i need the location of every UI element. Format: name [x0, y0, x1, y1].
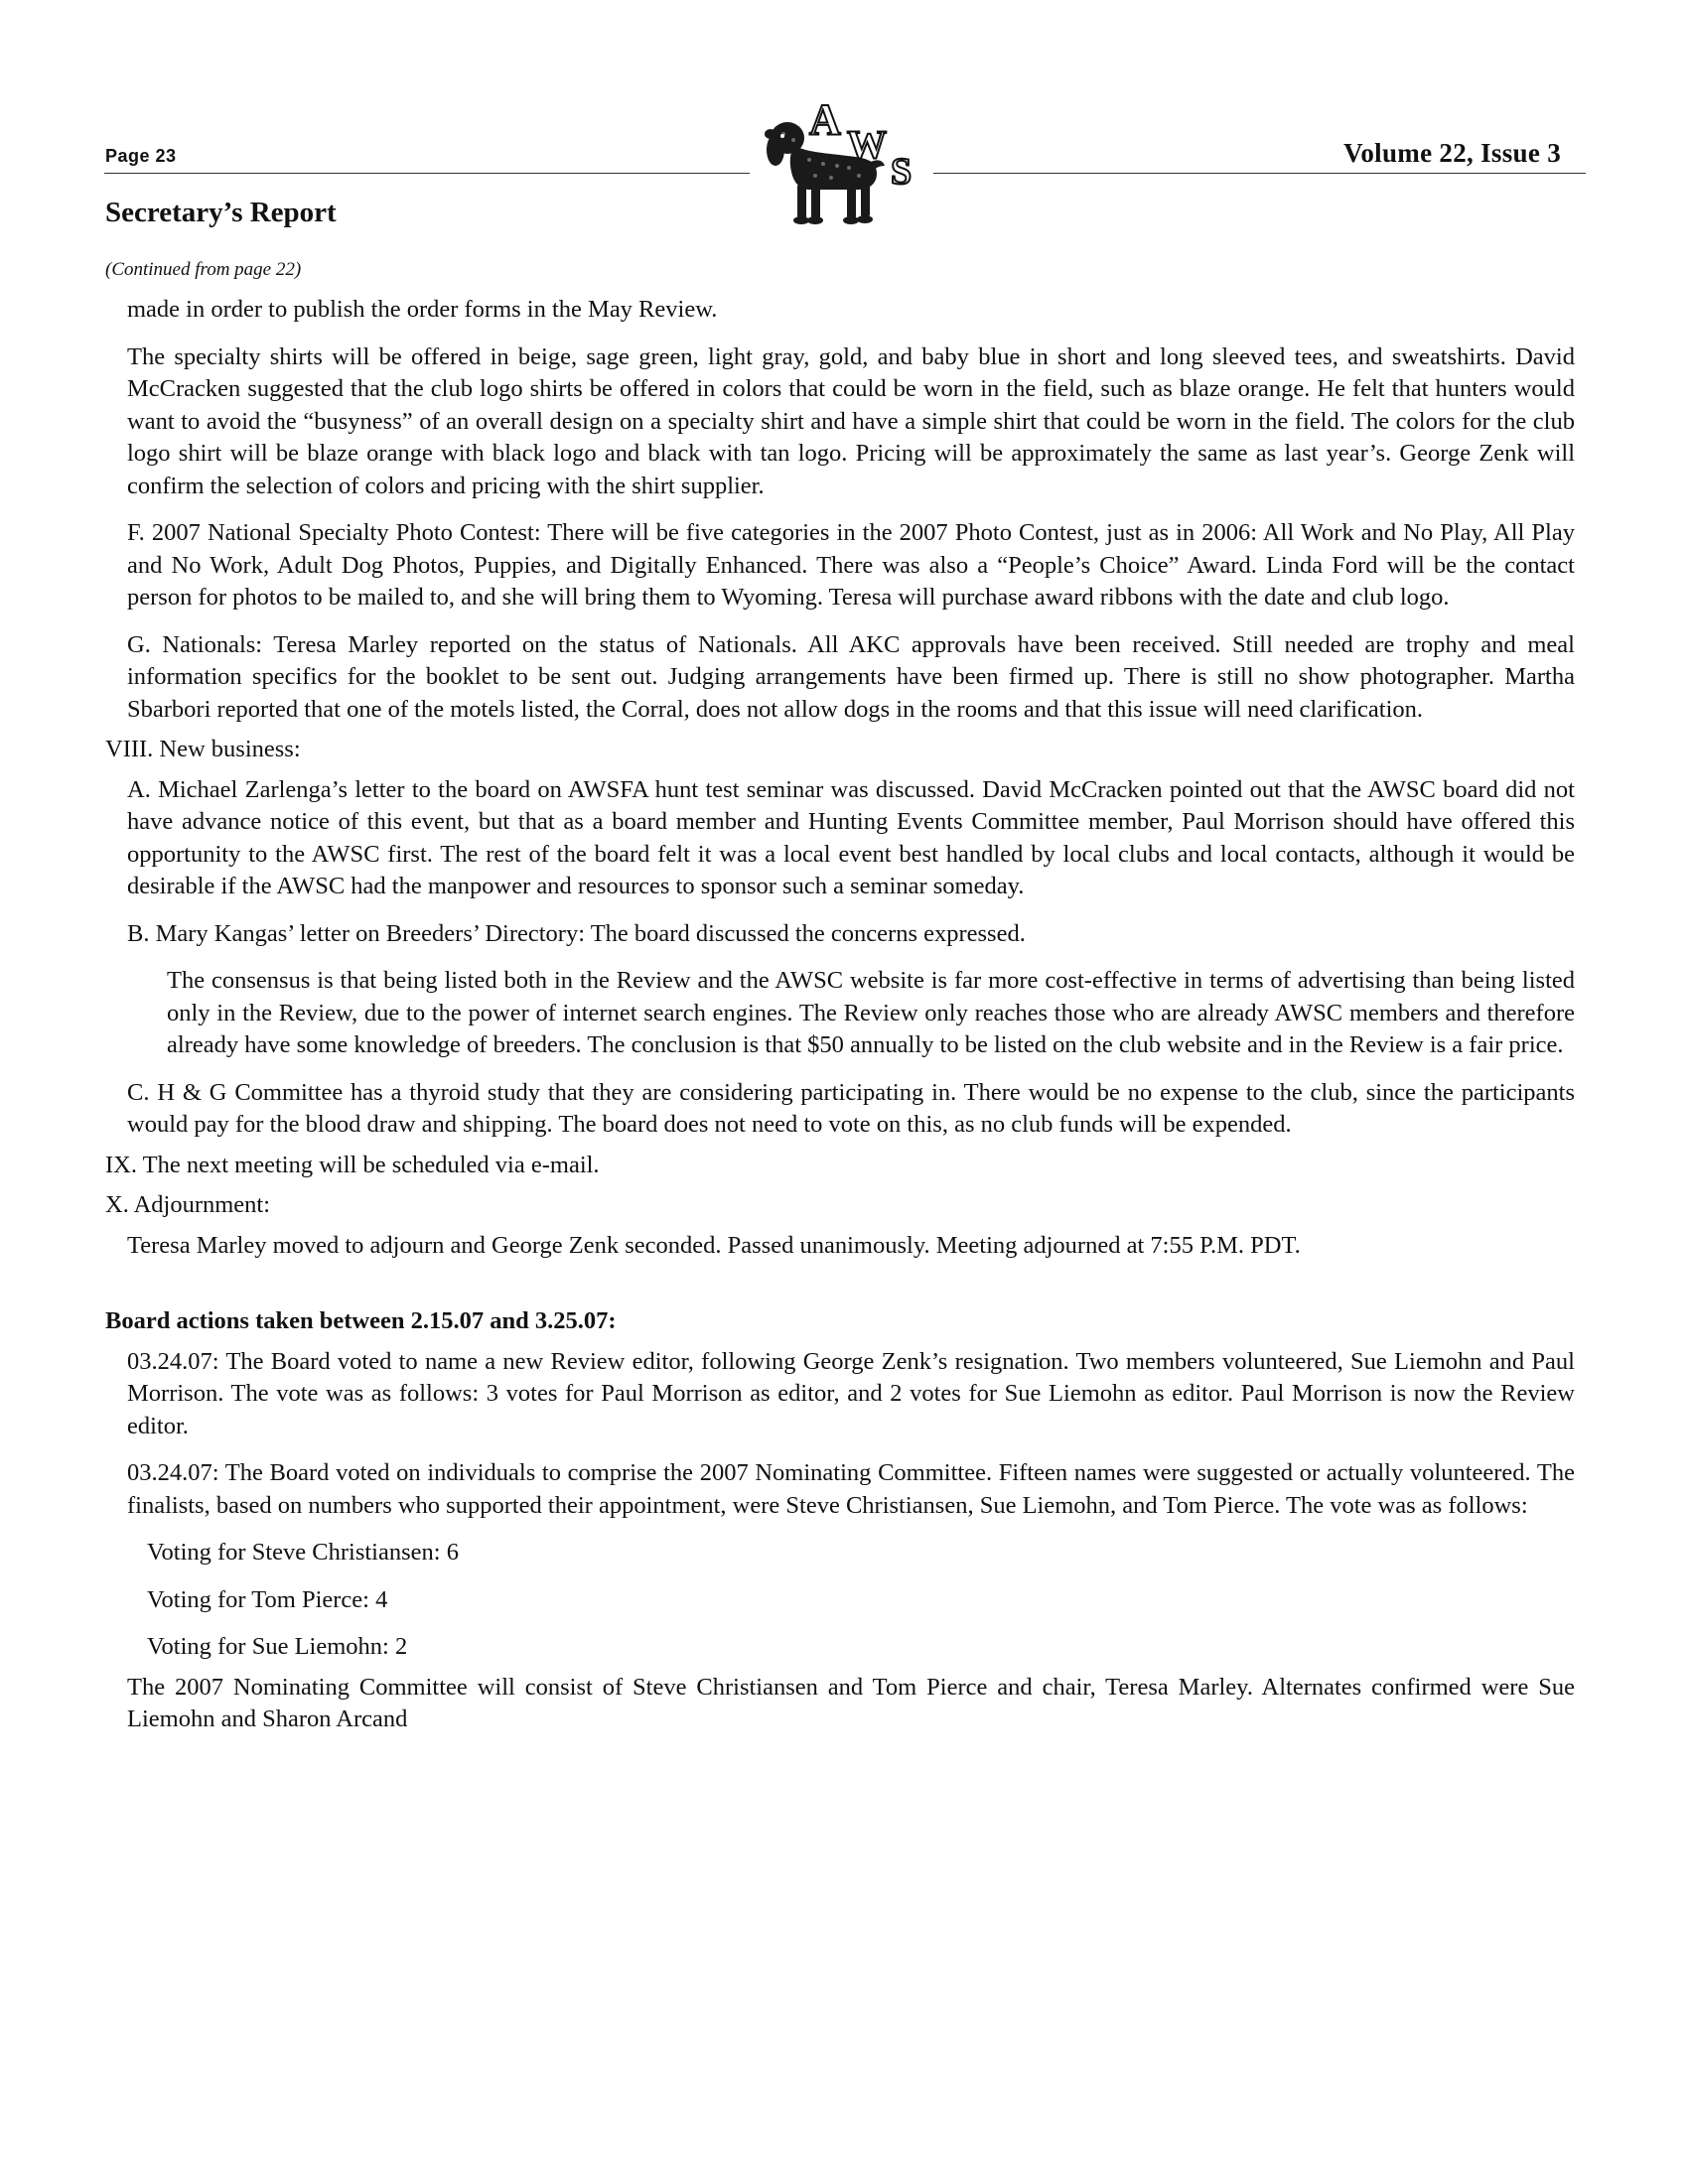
logo-letter-w: W	[847, 122, 887, 167]
heading-adjournment: X. Adjournment:	[105, 1191, 271, 1218]
paragraph-item-b: B. Mary Kangas’ letter on Breeders’ Directory: The board discussed the concerns expressed.	[127, 919, 1026, 947]
vote-steve-christiansen: Voting for Steve Christiansen: 6	[147, 1539, 459, 1566]
paragraph-item-c: C. H & G Committee has a thyroid study that they are considering participating in. There would be no expense to the club, since the participants would pay for the blood draw and shipping. The board does not need to vote on this, as no club funds will be expended.	[127, 1078, 1575, 1138]
logo-letter-s: S	[891, 151, 913, 193]
paragraph-committee-result: The 2007 Nominating Committee will consist of Steve Christiansen and Tom Pierce and chair, Teresa Marley. Alternates confirmed were Sue Liemohn and Sharon Arcand	[127, 1673, 1575, 1732]
heading-new-business: VIII. New business:	[105, 736, 301, 762]
paragraph-nominating-committee: 03.24.07: The Board voted on individuals to comprise the 2007 Nominating Committee. Fifteen names were suggested or actually volunteered. The finalists, based on numbers who supported their appointment, were Steve Christiansen, Sue Liemohn, and Tom Pierce. The vote was as follows:	[127, 1459, 1575, 1519]
continued-note: (Continued from page 22)	[105, 259, 302, 280]
section-title: Secretary’s Report	[105, 197, 337, 228]
heading-next-meeting: IX. The next meeting will be scheduled via e-mail.	[105, 1151, 600, 1178]
volume-issue: Volume 22, Issue 3	[1343, 138, 1561, 168]
water-spaniel-icon	[750, 94, 933, 233]
report-body	[105, 294, 1575, 1736]
paragraph-new-editor: 03.24.07: The Board voted to name a new Review editor, following George Zenk’s resignation. Two members volunteered, Sue Liemohn and Paul Morrison. The vote was as follows: 3 votes for Paul Morrison as editor, and 2 votes for Sue Liemohn as editor. Paul Morrison is now the Review editor.	[127, 1347, 1575, 1439]
vote-sue-liemohn: Voting for Sue Liemohn: 2	[147, 1633, 408, 1660]
paragraph-adjourn: Teresa Marley moved to adjourn and George Zenk seconded. Passed unanimously. Meeting adjourned at 7:55 P.M. PDT.	[127, 1231, 1301, 1259]
aws-logo	[750, 94, 933, 233]
vote-tom-pierce: Voting for Tom Pierce: 4	[147, 1585, 388, 1613]
logo-letter-a: A	[809, 95, 841, 144]
paragraph-order-forms: made in order to publish the order forms in the May Review.	[127, 296, 718, 323]
board-actions-heading: Board actions taken between 2.15.07 and 3.25.07:	[105, 1307, 617, 1334]
paragraph-nationals: G. Nationals: Teresa Marley reported on the status of Nationals. All AKC approvals have been received. Still needed are trophy and meal information specifics for the booklet to be sent out. Judging arrangements have been firmed up. There is still no show photographer. Martha Sbarbori reported that one of the motels listed, the Corral, does not allow dogs in the rooms and that this issue will need clarification.	[127, 630, 1575, 723]
paragraph-photo-contest: F. 2007 National Specialty Photo Contest: There will be five categories in the 2007 Photo Contest, just as in 2006: All Work and No Play, All Play and No Work, Adult Dog Photos, Puppies, and Digitally Enhanced. There was also a “People’s Choice” Award. Linda Ford will be the contact person for photos to be mailed to, and she will bring them to Wyoming. Teresa will purchase award ribbons with the date and club logo.	[127, 519, 1575, 611]
paragraph-item-a: A. Michael Zarlenga’s letter to the board on AWSFA hunt test seminar was discussed. David McCracken pointed out that the AWSC board did not have advance notice of this event, but that as a board member and Hunting Events Committee member, Paul Morrison should have offered this opportunity to the AWSC first. The rest of the board felt it was a local event best handled by local clubs and local contacts, although it would be desirable if the AWSC had the manpower and resources to sponsor such a seminar someday.	[127, 775, 1575, 899]
paragraph-shirts: The specialty shirts will be offered in beige, sage green, light gray, gold, and baby blue in short and long sleeved tees, and sweatshirts. David McCracken suggested that the club logo shirts be offered in colors that could be worn in the field, such as blaze orange. He felt that hunters would want to avoid the “busyness” of an overall design on a specialty shirt and have a simple shirt that could be worn in the field. The colors for the club logo shirt will be blaze orange with black logo and black with tan logo. Pricing will be approximately the same as last year’s. George Zenk will confirm the selection of colors and pricing with the shirt supplier.	[127, 342, 1575, 499]
paragraph-item-b-detail: The consensus is that being listed both in the Review and the AWSC website is far more cost-effective in terms of advertising than being listed only in the Review, due to the power of internet search engines. The Review only reaches those who are already AWSC members and therefore already have some knowledge of breeders. The conclusion is that $50 annually to be listed on the club website and in the Review is a fair price.	[167, 967, 1575, 1058]
page-number: Page 23	[105, 146, 177, 166]
